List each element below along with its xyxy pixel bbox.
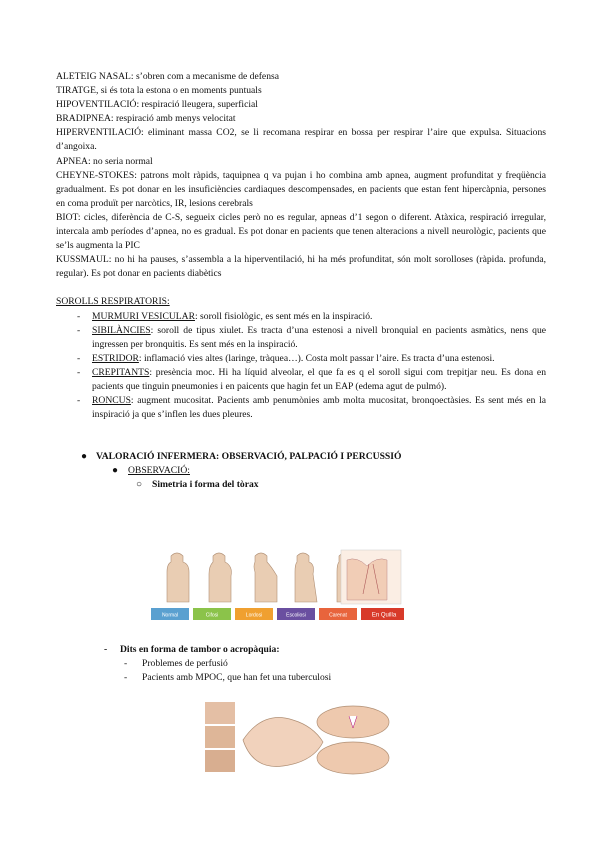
definition-text: : s’obren com a mecanisme de defensa xyxy=(130,71,279,82)
dits-item: - Pacients amb MPOC, que han fet una tuberculosi xyxy=(56,671,546,685)
definition-apnea xyxy=(56,155,546,169)
document-body xyxy=(56,70,546,493)
thorax-shapes-figure xyxy=(151,546,404,624)
soroll-text: : soroll de tipus xiulet. Es tracta d’una estenosi a nivell bronquial en pacients asmàtics, nens que ingressen per bronquitis. Es sent més en la inspiració. xyxy=(92,324,546,350)
definition-text: : respiració lleugera, superficial xyxy=(136,99,258,111)
definition-text: : eliminant massa CO2, se li recomana respirar en bossa per respirar l’aire que expulsa. Situacions d’angoixa. xyxy=(56,127,546,153)
thorax-label-text: Lordosi xyxy=(245,612,263,619)
soroll-item xyxy=(56,352,546,366)
thorax-label-text: Normal xyxy=(161,612,179,619)
bullet-icon: ● xyxy=(112,465,119,477)
definition-term: ALETEIG NASAL xyxy=(56,71,131,82)
simetria-heading: ○ Simetria i forma del tòrax xyxy=(56,478,546,492)
definition-cheyne-stokes xyxy=(56,169,546,211)
definition-aleteig-nasal xyxy=(56,70,546,84)
circle-bullet-icon: ○ xyxy=(136,479,143,491)
observacio-heading: ● OBSERVACIÓ: xyxy=(56,464,546,478)
bullet-icon: ● xyxy=(81,451,88,463)
soroll-text: : soroll fisiològic, es sent més en la inspiració. xyxy=(194,310,373,322)
definition-bradipnea xyxy=(56,112,546,126)
finger-photo xyxy=(205,702,235,724)
sorolls-list xyxy=(56,310,546,423)
dits-section xyxy=(56,643,546,685)
definition-term: CHEYNE-STOKES xyxy=(56,169,135,181)
finger-photo xyxy=(205,750,235,772)
soroll-text: : inflamació vies altes (laringe, tràquea…). Costa molt passar l’aire. Es tracta d’una estenosi. xyxy=(138,352,495,364)
definition-hipoventilaci- xyxy=(56,98,546,112)
thorax-label-bars xyxy=(151,608,404,620)
definition-text: : cicles, diferència de C-S, segueix cicles però no es regular, apneas d’1 segon o diferent. Atàxica, respiració irregular, intercala amb períodes d’apnea, no es gradual. Es pot donar en pacients que tenen alteracions a nivell neurològic, pacients que se’ls augmenta la PIC xyxy=(56,211,546,252)
definition-text: : patrons molt ràpids, taquipnea q va pujan i ho combina amb apnea, augment profunditat y freqüència gradualment. Es pot donar en les insuficiències cardiaques descompensades, en pacients que estan fent hipercàpnia, persones en coma produït per narcòtics, IR, lesions cerebrals xyxy=(56,169,546,209)
thorax-label-text: En Quilla xyxy=(371,612,397,619)
soroll-term: MURMURI VESICULAR xyxy=(92,310,195,322)
thorax-label-text: Cifosi xyxy=(205,612,219,619)
definition-hiperventilaci- xyxy=(56,126,546,154)
definition-term: BRADIPNEA xyxy=(56,113,111,125)
finger-photo xyxy=(205,726,235,748)
soroll-item xyxy=(56,310,546,324)
definition-text: , si és tota la estona o en moments puntuals xyxy=(95,85,262,97)
soroll-text: : presència moc. Hi ha líquid alveolar, el que fa es q el soroll sigui com trepitjar neu. Es dona en pacients que tinguin pneumonies i en paicents que hagin fet un EAP (edema agut de pulmó). xyxy=(92,366,546,392)
definition-term: TIRATGE xyxy=(56,85,96,97)
definition-tiratge xyxy=(56,84,546,98)
soroll-term: CREPITANTS xyxy=(92,366,150,378)
definition-text: : respiració amb menys velocitat xyxy=(110,113,236,125)
soroll-item xyxy=(56,394,546,422)
sorolls-heading: SOROLLS RESPIRATORIS: xyxy=(56,296,170,308)
schamroth-clubbed xyxy=(317,742,389,774)
dits-heading: - Dits en forma de tambor o acropàquia: xyxy=(56,643,546,657)
definition-term: APNEA xyxy=(56,155,88,167)
definition-text: : no seria normal xyxy=(87,155,153,167)
soroll-term: RONCUS xyxy=(92,395,131,407)
clubbing-fingers-figure xyxy=(203,700,406,777)
soroll-text: : augment mucositat. Pacients amb penumònies amb molta mucositat, bronqoectàsies. Es sent més en la inspiració ja que s’inflen les dues pleures. xyxy=(92,395,546,421)
definitions-list xyxy=(56,70,546,281)
valoracio-heading: ● VALORACIÓ INFERMERA: OBSERVACIÓ, PALPACIÓ I PERCUSSIÓ xyxy=(56,450,546,464)
definition-term: KUSSMAUL xyxy=(56,254,109,266)
thorax-label-text: Carenat xyxy=(329,612,347,619)
definition-term: HIPOVENTILACIÓ xyxy=(56,99,137,111)
definition-term: HIPERVENTILACIÓ xyxy=(56,127,142,139)
definition-text: : no hi ha pauses, s’assembla a la hiperventilació, hi ha més profunditat, són molt sorolloses (ràpida. profunda, regular). Es pot donar en pacients diabètics xyxy=(56,254,546,280)
soroll-item xyxy=(56,324,546,352)
definition-term: BIOT xyxy=(56,211,78,223)
thorax-label-text: Escoliosi xyxy=(286,612,306,619)
definition-kussmaul xyxy=(56,253,546,281)
soroll-term: ESTRIDOR xyxy=(92,352,139,364)
dits-item: - Problemes de perfusió xyxy=(56,657,546,671)
definition-biot xyxy=(56,211,546,253)
soroll-item xyxy=(56,366,546,394)
soroll-term: SIBILÀNCIES xyxy=(92,324,151,336)
